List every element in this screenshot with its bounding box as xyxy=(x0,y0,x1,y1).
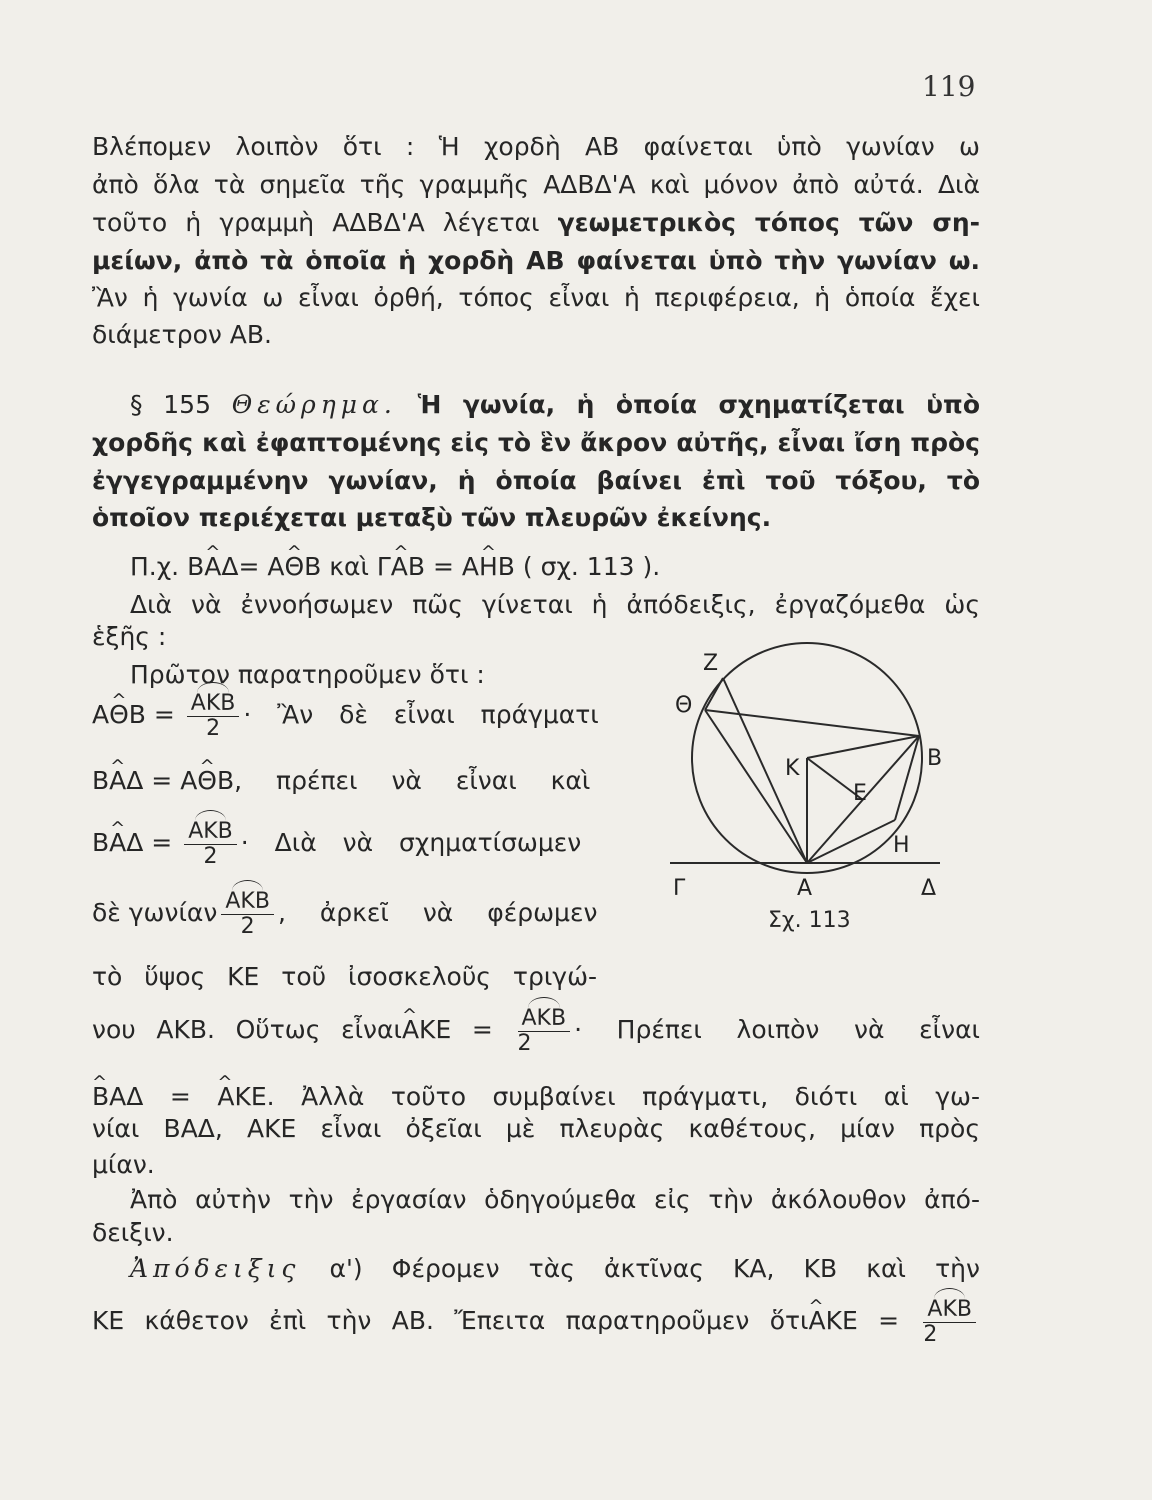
label-b: B xyxy=(927,746,943,771)
fraction-denominator-3: 2 xyxy=(240,913,255,939)
line-8: νίαι ΒΑΔ, ΑΚΕ εἶναι ὀξεῖαι μὲ πλευρὰς καθέτους, μίαν πρὸς xyxy=(92,1114,980,1143)
theorem-text-1: Ἡ γωνία, ἡ ὁποία σχηματίζεται ὑπὸ xyxy=(417,390,981,419)
fraction-akb-half-5 xyxy=(923,1298,976,1347)
angle-athb-3: ^ ΑΘΒ xyxy=(180,766,234,796)
eq-6: = xyxy=(857,1306,920,1335)
proof-line xyxy=(130,1254,980,1284)
label-e: E xyxy=(853,781,867,806)
p1-line-2: ἀπὸ ὅλα τὰ σημεῖα τῆς γραμμῆς ΑΔΒΔ'Α καὶ μόνον ἀπὸ αὐτά. Διὰ xyxy=(92,170,980,199)
last-line xyxy=(92,1296,980,1347)
proof-label: Ἀπόδειξις xyxy=(130,1254,301,1283)
figure-ref: ( σχ. 113 ). xyxy=(514,552,661,581)
fraction-denominator-2: 2 xyxy=(203,843,218,869)
left-line-1 xyxy=(92,690,599,741)
line-6-rest: · Πρέπει λοιπὸν νὰ εἶναι xyxy=(574,1015,981,1044)
fraction-numerator: ΑΚΒ xyxy=(187,692,240,717)
label-theta: Θ xyxy=(675,693,693,718)
fraction-denominator-4: 2 xyxy=(517,1030,532,1056)
p2-line-1: Διὰ νὰ ἐννοήσωμεν πῶς γίνεται ἡ ἀπόδειξις, ἐργαζόμεθα ὡς xyxy=(130,590,980,619)
angle-ahb: ^ ΑΗΒ xyxy=(462,552,515,582)
fraction-akb-half-4 xyxy=(518,1007,571,1056)
p1-line-6: διάμετρον ΑΒ. xyxy=(92,320,272,349)
label-z: Z xyxy=(703,651,719,676)
line-9: μίαν. xyxy=(92,1150,155,1179)
fraction-denominator-5: 2 xyxy=(923,1321,938,1347)
label-gamma: Γ xyxy=(673,876,686,901)
line-z-theta xyxy=(705,678,723,710)
eq-4: = xyxy=(143,766,181,795)
p1-line-5: Ἂν ἡ γωνία ω εἶναι ὀρθή, τόπος εἶναι ἡ περιφέρεια, ἡ ὁποία ἔχει xyxy=(92,283,980,312)
example-line xyxy=(130,552,660,582)
line-theta-b xyxy=(705,710,919,736)
left-line-4 xyxy=(92,888,597,939)
fraction-denominator: 2 xyxy=(206,715,221,741)
eq-2: = xyxy=(425,552,462,581)
line-a-h xyxy=(807,820,895,863)
p4-line-1: Ἀπὸ αὐτὴν τὴν ἐργασίαν ὁδηγούμεθα εἰς τὴν ἀκόλουθον ἀπό- xyxy=(130,1185,980,1214)
line-7 xyxy=(92,1082,980,1112)
eq-3: = xyxy=(145,700,183,729)
left-line-4-pre: δὲ γωνίαν xyxy=(92,898,218,927)
p1-line-3-text: τοῦτο ἡ γραμμὴ ΑΔΒΔ'Α λέγεται xyxy=(92,208,540,237)
left-line-4-rest: , ἀρκεῖ νὰ φέρωμεν xyxy=(277,898,598,927)
line-6: νου ΑΚΒ. Οὕτως εἶναι^ ΑΚΕ = $\frac{\text{ΑΚΒ}}{2}$ · Πρέπει λοιπὸν νὰ εἶναι xyxy=(92,1005,980,1056)
left-line-3-rest: · Διὰ νὰ σχηματίσωμεν xyxy=(240,828,582,857)
figure-caption: Σχ. 113 xyxy=(768,908,851,933)
last-line-pre: ΚΕ κάθετον ἐπὶ τὴν ΑΒ. Ἔπειτα παρατηροῦμεν ὅτι xyxy=(92,1306,809,1335)
p1-line-3 xyxy=(92,208,980,238)
eq-5: = xyxy=(143,1082,218,1111)
label-a: A xyxy=(797,876,813,901)
angle-bad-2: ^ ΒΑΔ xyxy=(92,766,143,796)
line-7-rest: . Ἀλλὰ τοῦτο συμβαίνει πράγματι, διότι αἱ γω- xyxy=(266,1082,980,1111)
example-prefix: Π.χ. xyxy=(130,552,180,581)
angle-bad-3: ^ ΒΑΔ xyxy=(92,818,143,868)
angle-athb-2: ^ ΑΘΒ xyxy=(92,690,146,740)
fraction-numerator-5: ΑΚΒ xyxy=(923,1298,976,1323)
theorem-number: § 155 xyxy=(130,390,211,419)
left-line-3: ^ ΒΑΔ = $\frac{\text{ΑΚΒ}}{2}$ · Διὰ νὰ σχηματίσωμεν xyxy=(92,818,581,869)
fraction-akb-half-3 xyxy=(221,890,274,939)
line-theta-a xyxy=(705,710,807,863)
left-line-2-rest: , πρέπει νὰ εἶναι καὶ xyxy=(234,766,591,795)
p1-line-1: Βλέπομεν λοιπὸν ὅτι : Ἡ χορδὴ ΑΒ φαίνεται ὑπὸ γωνίαν ω xyxy=(92,132,980,161)
fraction-numerator-2: ΑΚΒ xyxy=(184,820,237,845)
fraction-numerator-3: ΑΚΒ xyxy=(221,890,274,915)
p1-line-3-bold: γεωμετρικὸς τόπος τῶν ση- xyxy=(557,208,980,237)
p3-line: Πρῶτον παρατηροῦμεν ὅτι : xyxy=(130,660,485,689)
label-delta: Δ xyxy=(921,876,937,901)
eq-1: = xyxy=(238,552,268,581)
angle-bad: ^ ΒΑΔ xyxy=(187,552,238,582)
p2-line-2: ἑξῆς : xyxy=(92,622,167,651)
fraction-akb-half-2 xyxy=(184,820,237,869)
angle-gab: ^ ΓΑΒ xyxy=(377,552,425,582)
theorem-line-1 xyxy=(130,390,980,420)
angle-ake: ^ ΑΚΕ xyxy=(402,1005,451,1055)
and-word: καὶ xyxy=(321,552,377,581)
theorem-line-3: ἐγγεγραμμένην γωνίαν, ἡ ὁποία βαίνει ἐπὶ τοῦ τόξου, τὸ xyxy=(92,466,980,495)
proof-rest: α') Φέρομεν τὰς ἀκτῖνας ΚΑ, ΚΒ καὶ τὴν xyxy=(300,1254,980,1283)
line-6-pre: νου ΑΚΒ. Οὕτως εἶναι xyxy=(92,1015,402,1044)
theorem-label: Θεώρημα. xyxy=(231,390,397,419)
label-h: H xyxy=(893,833,910,858)
fraction-numerator-4: ΑΚΒ xyxy=(518,1007,571,1032)
angle-athb: ^ ΑΘΒ xyxy=(267,552,321,582)
angle-bad-4: ^ ΒΑΔ xyxy=(92,1082,143,1112)
p1-line-4: μείων, ἀπὸ τὰ ὁποῖα ἡ χορδὴ ΑΒ φαίνεται ὑπὸ τὴν γωνίαν ω. xyxy=(92,246,980,275)
theorem-line-4: ὁποῖον περιέχεται μεταξὺ τῶν πλευρῶν ἐκείνης. xyxy=(92,503,772,532)
left-line-1-rest: · Ἂν δὲ εἶναι πράγματι xyxy=(243,700,599,729)
label-k: K xyxy=(785,756,800,781)
angle-ake-3: ^ ΑΚΕ xyxy=(809,1296,858,1346)
geometry-figure xyxy=(665,640,965,940)
theorem-line-2: χορδῆς καὶ ἐφαπτομένης εἰς τὸ ἓν ἄκρον αὐτῆς, εἶναι ἴση πρὸς xyxy=(92,428,980,457)
page-number: 119 xyxy=(922,70,976,103)
left-line-2 xyxy=(92,766,590,796)
angle-ake-2: ^ ΑΚΕ xyxy=(217,1082,266,1112)
left-line-5: τὸ ὕψος ΚΕ τοῦ ἰσοσκελοῦς τριγώ- xyxy=(92,962,598,991)
p4-line-2: δειξιν. xyxy=(92,1218,174,1247)
fraction-akb-half xyxy=(187,692,240,741)
